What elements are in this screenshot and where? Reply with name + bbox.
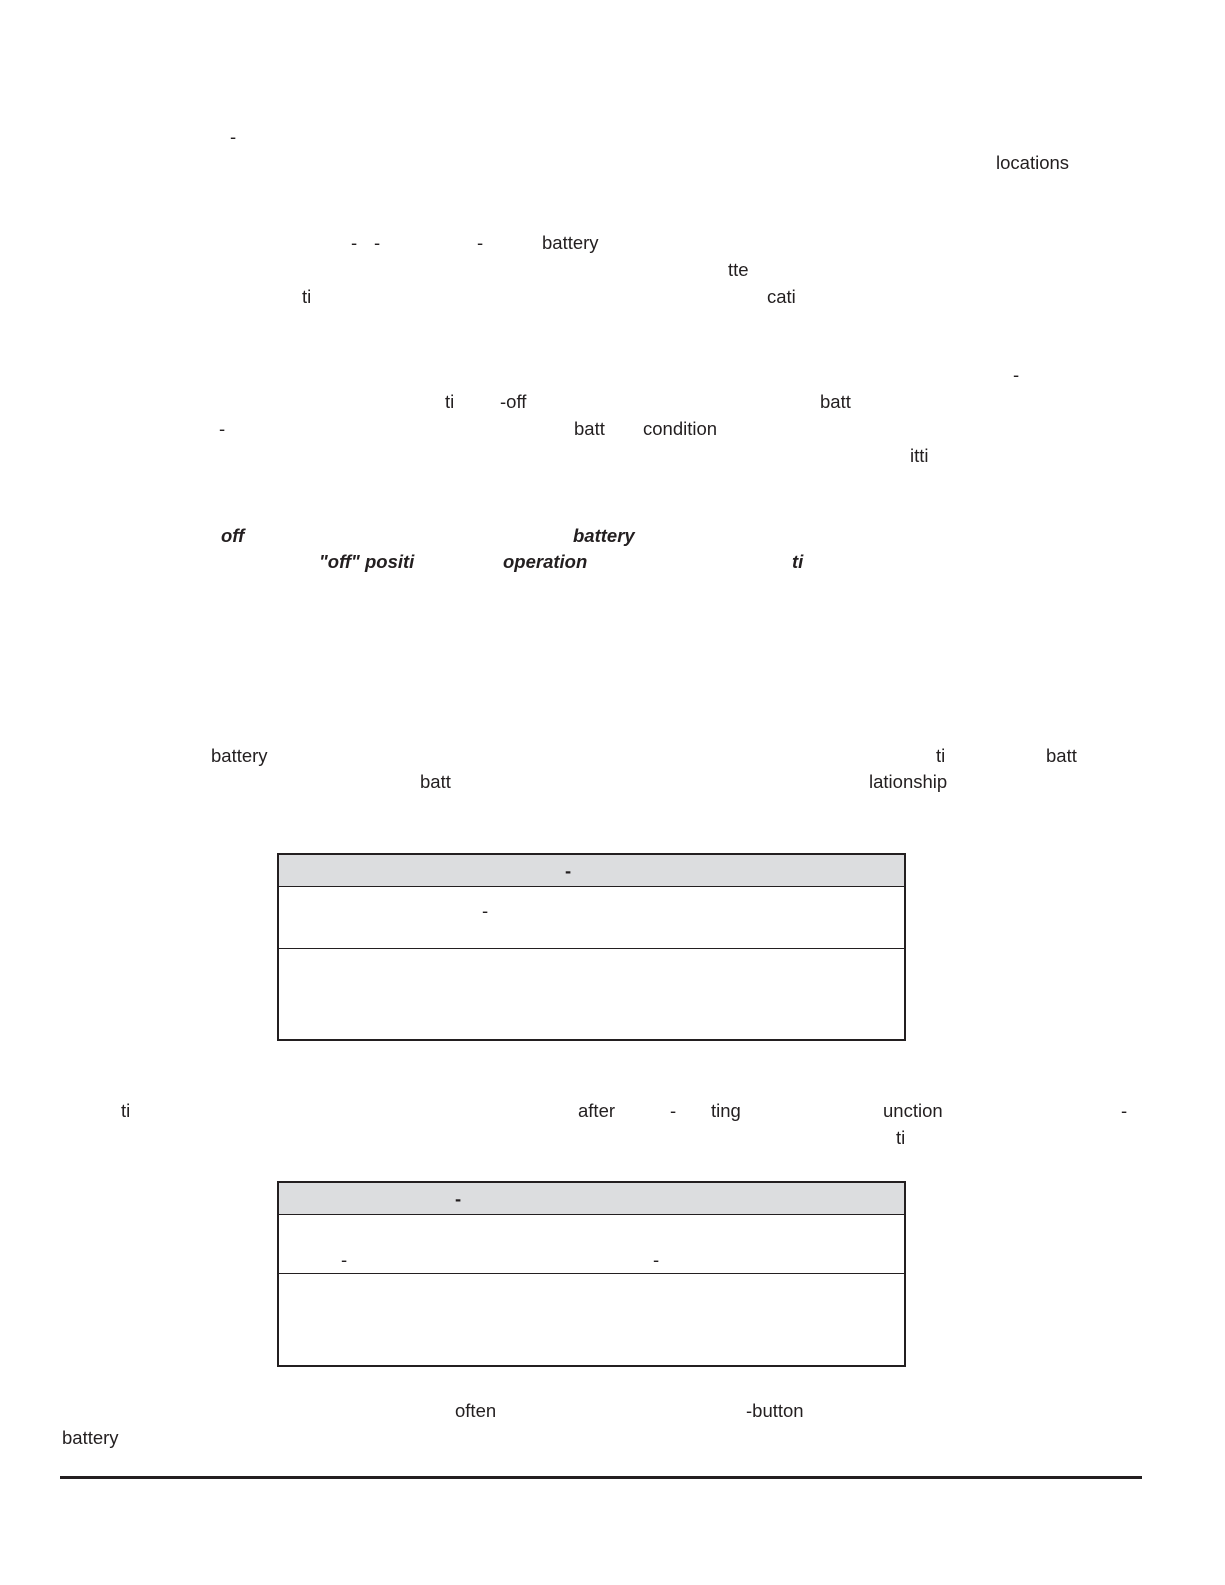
table-header-text: - <box>455 1188 462 1209</box>
text-fragment: condition <box>643 418 718 439</box>
text-fragment: ti <box>445 391 455 412</box>
text-fragment: - <box>374 232 381 253</box>
text-fragment: - <box>1121 1100 1128 1121</box>
text-fragment: off <box>221 525 245 546</box>
text-fragment: - <box>351 232 358 253</box>
text-fragment: ti <box>121 1100 131 1121</box>
text-fragment: ti <box>896 1127 906 1148</box>
text-fragment: cati <box>767 286 796 307</box>
text-fragment: - <box>477 232 484 253</box>
text-fragment: ti <box>302 286 312 307</box>
text-fragment: battery <box>573 525 635 546</box>
text-fragment: unction <box>883 1100 943 1121</box>
text-fragment: "off" positi <box>319 551 415 572</box>
text-fragment: after <box>578 1100 616 1121</box>
table-cell-text: - <box>653 1249 660 1270</box>
text-fragment: operation <box>503 551 588 572</box>
text-fragment: ti <box>792 551 804 572</box>
footer-divider <box>60 1476 1142 1479</box>
table-header-text: - <box>565 860 572 881</box>
text-fragment: ting <box>711 1100 741 1121</box>
text-fragment: tte <box>728 259 749 280</box>
table-cell-text: - <box>341 1249 348 1270</box>
text-fragment: - <box>230 126 237 147</box>
text-fragment: - <box>670 1100 677 1121</box>
table-header <box>279 855 904 887</box>
text-fragment: batt <box>820 391 851 412</box>
text-fragment: locations <box>996 152 1070 173</box>
table-2 <box>277 1181 906 1367</box>
text-fragment: -off <box>500 391 527 412</box>
text-fragment: - <box>219 418 226 439</box>
text-fragment: - <box>1013 364 1020 385</box>
text-fragment: batt <box>420 771 451 792</box>
table-row-divider <box>279 948 904 949</box>
text-fragment: battery <box>542 232 599 253</box>
table-header <box>279 1183 904 1215</box>
text-fragment: ti <box>936 745 946 766</box>
text-fragment: lationship <box>869 771 948 792</box>
text-fragment: often <box>455 1400 497 1421</box>
table-1 <box>277 853 906 1041</box>
text-fragment: battery <box>62 1427 119 1448</box>
text-fragment: battery <box>211 745 268 766</box>
text-fragment: itti <box>910 445 929 466</box>
table-row-divider <box>279 1273 904 1274</box>
text-fragment: -button <box>746 1400 804 1421</box>
text-fragment: batt <box>574 418 605 439</box>
text-fragment: batt <box>1046 745 1077 766</box>
table-cell-text: - <box>482 900 489 921</box>
